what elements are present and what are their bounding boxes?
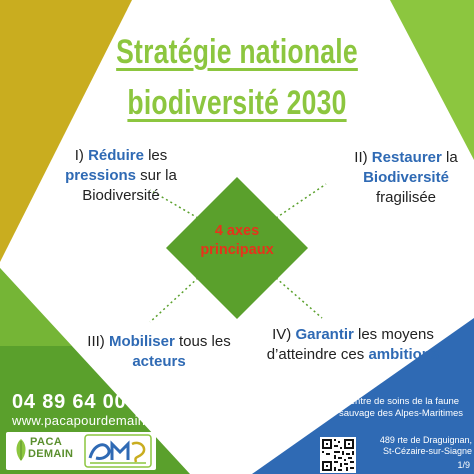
- center-label-line-1: 4 axes: [214, 223, 260, 239]
- axis-4-text: [258, 325, 448, 365]
- care-center-address: [368, 435, 472, 457]
- title-line-2: biodiversité 2030: [127, 84, 347, 122]
- axis-text-segment: les moyens d’atteindre ces: [266, 326, 434, 363]
- logo-text-paca: PACA: [30, 436, 63, 448]
- axis-number: II): [354, 149, 372, 166]
- axis-text-segment: fragilisée: [375, 189, 437, 206]
- axis-keyword: ambitions: [368, 346, 440, 363]
- page-number: 1/9: [457, 460, 470, 470]
- axis-keyword: Réduire: [88, 147, 144, 164]
- connector-axis-4: [276, 278, 322, 318]
- logo-text-demain: DEMAIN: [28, 448, 74, 460]
- qr-code-icon[interactable]: [320, 437, 356, 473]
- green-triangle-top-right: [390, 0, 474, 160]
- paca-pour-demain-logo: [14, 436, 78, 466]
- axis-2-text: [340, 148, 472, 208]
- axis-number: I): [74, 147, 89, 164]
- phone-number: 04 89 64 00 25: [12, 391, 157, 413]
- address-line-1: 489 rte de Draguignan,: [379, 435, 472, 445]
- axis-number: IV): [272, 326, 296, 343]
- axis-number: III): [87, 333, 109, 350]
- axis-keyword: acteurs: [132, 353, 186, 370]
- axis-keyword: Restaurer: [371, 149, 442, 166]
- axis-1-text: [46, 146, 196, 206]
- axis-keyword: pressions: [65, 167, 136, 184]
- axis-text-segment: sur la Biodiversité: [82, 167, 177, 204]
- green-accent-bottom-left: [0, 268, 72, 346]
- axis-keyword: Mobiliser: [108, 333, 175, 350]
- website-link[interactable]: www.pacapourdemain.com: [12, 413, 175, 428]
- leaf-icon: [14, 438, 28, 462]
- care-center-name: Centre de soins de la faune sauvage des Alpes-Maritimes: [338, 396, 464, 419]
- center-label-line-2: principaux: [200, 242, 274, 258]
- axis-keyword: Garantir: [295, 326, 354, 343]
- title-line-1: Stratégie nationale: [116, 33, 358, 71]
- axis-text-segment: tous les: [174, 333, 231, 350]
- wildlife-care-center-logo: [84, 434, 152, 468]
- axis-text-segment: la: [441, 149, 458, 166]
- center-diamond-label: [178, 222, 296, 260]
- logos-panel: [6, 432, 156, 470]
- connector-axis-2: [276, 184, 326, 218]
- connector-axis-3: [150, 278, 198, 322]
- axis-text-segment: les: [143, 147, 168, 164]
- axis-keyword: Biodiversité: [363, 169, 449, 186]
- axis-3-text: [84, 332, 234, 372]
- address-line-2: St-Cézaire-sur-Siagne: [382, 446, 472, 456]
